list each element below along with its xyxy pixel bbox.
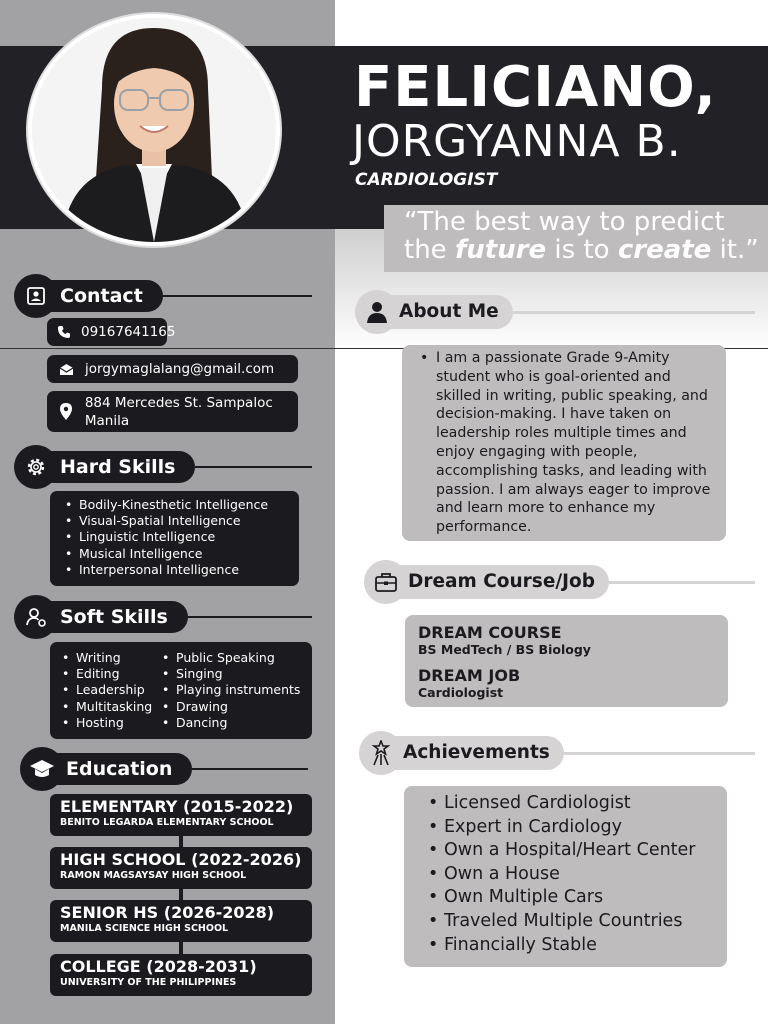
contact-title: Contact bbox=[48, 280, 163, 312]
education-item-high-school bbox=[50, 847, 312, 889]
soft-skills-list bbox=[50, 642, 312, 739]
hard-skill-item: • Interpersonal Intelligence bbox=[63, 562, 299, 578]
gear-icon bbox=[14, 445, 58, 489]
education-item-elementary bbox=[50, 794, 312, 836]
soft-skills-heading bbox=[14, 600, 312, 634]
location-pin-icon bbox=[57, 403, 75, 420]
education-school: RAMON MAGSAYSAY HIGH SCHOOL bbox=[60, 870, 247, 881]
trophy-star-icon bbox=[359, 731, 403, 775]
education-level: HIGH SCHOOL (2022-2026) bbox=[60, 850, 302, 869]
dream-title: Dream Course/Job bbox=[400, 565, 609, 599]
quote-em-future: future bbox=[454, 235, 547, 265]
last-name: FELICIANO, bbox=[354, 55, 717, 120]
contact-heading bbox=[14, 279, 312, 313]
hard-skill-item: • Visual-Spatial Intelligence bbox=[63, 513, 299, 529]
soft-skill-item: • Drawing bbox=[160, 699, 310, 715]
hard-skill-item: • Bodily-Kinesthetic Intelligence bbox=[63, 497, 299, 513]
dream-box bbox=[405, 615, 728, 707]
hard-skill-item: • Linguistic Intelligence bbox=[63, 529, 299, 545]
address-value: 884 Mercedes St. Sampaloc Manila bbox=[84, 394, 273, 429]
soft-skill-item: • Singing bbox=[160, 666, 310, 682]
soft-skill-item: • Public Speaking bbox=[160, 650, 310, 666]
achievement-item: • Own Multiple Cars bbox=[426, 886, 727, 910]
education-school: MANILA SCIENCE HIGH SCHOOL bbox=[60, 923, 229, 934]
quote-text-end: it.” bbox=[711, 235, 759, 265]
phone-value: 09167641165 bbox=[81, 324, 176, 340]
soft-skill-item: • Playing instruments bbox=[160, 682, 310, 698]
achievement-item: • Own a Hospital/Heart Center bbox=[426, 839, 727, 863]
user-icon bbox=[355, 290, 399, 334]
graduation-cap-icon bbox=[20, 747, 64, 791]
achievement-item: • Licensed Cardiologist bbox=[426, 792, 727, 816]
person-gear-icon bbox=[14, 595, 58, 639]
soft-skills-title: Soft Skills bbox=[48, 601, 188, 633]
soft-skill-item: • Editing bbox=[60, 666, 160, 682]
briefcase-icon bbox=[364, 560, 408, 604]
education-school: BENITO LEGARDA ELEMENTARY SCHOOL bbox=[60, 817, 274, 828]
first-name: JORGYANNA B. bbox=[352, 116, 682, 167]
hard-skills-heading bbox=[14, 450, 312, 484]
hard-skill-item: • Musical Intelligence bbox=[63, 546, 299, 562]
soft-skill-item: • Hosting bbox=[60, 715, 160, 731]
contact-address[interactable] bbox=[47, 391, 298, 432]
dream-job-value: Cardiologist bbox=[418, 685, 504, 700]
education-item-college bbox=[50, 954, 312, 996]
quote-text-mid: is to bbox=[546, 235, 618, 265]
achievements-box bbox=[404, 786, 727, 967]
dream-course-label: DREAM COURSE bbox=[418, 623, 562, 642]
profile-photo bbox=[28, 14, 280, 246]
hard-skills-list bbox=[50, 491, 299, 586]
education-school: UNIVERSITY OF THE PHILIPPINES bbox=[60, 977, 237, 988]
achievements-heading bbox=[359, 733, 755, 773]
dream-course-value: BS MedTech / BS Biology bbox=[418, 642, 591, 657]
contact-phone[interactable] bbox=[47, 318, 176, 346]
achievements-title: Achievements bbox=[395, 736, 564, 770]
achievement-item: • Expert in Cardiology bbox=[426, 816, 727, 840]
quote-box bbox=[384, 205, 768, 272]
achievement-item: • Traveled Multiple Countries bbox=[426, 910, 727, 934]
education-item-senior-hs bbox=[50, 900, 312, 942]
email-icon bbox=[57, 363, 75, 376]
education-level: COLLEGE (2028-2031) bbox=[60, 957, 257, 976]
about-box bbox=[402, 345, 726, 541]
achievement-item: • Own a House bbox=[426, 863, 727, 887]
quote-em-create: create bbox=[617, 235, 712, 265]
education-level: SENIOR HS (2026-2028) bbox=[60, 903, 275, 922]
dream-heading bbox=[364, 562, 755, 602]
achievement-item: • Financially Stable bbox=[426, 934, 727, 958]
dream-job-label: DREAM JOB bbox=[418, 666, 521, 685]
soft-skill-item: • Dancing bbox=[160, 715, 310, 731]
about-text: • I am a passionate Grade 9-Amity student who is goal-oriented and skilled in writing, public speaking, and decision-making. I have taken on leadership roles multiple times and enjoy engaging with people, accomplishing tasks, and leading with passion. I am always eager to improve and learn more to enhance my performance. bbox=[416, 349, 718, 537]
soft-skill-item: • Multitasking bbox=[60, 699, 160, 715]
education-heading bbox=[20, 752, 308, 786]
education-level: ELEMENTARY (2015-2022) bbox=[60, 797, 294, 816]
quote-text-start: “The best way to predict the bbox=[404, 207, 725, 265]
phone-icon bbox=[57, 325, 71, 339]
education-title: Education bbox=[54, 753, 192, 785]
soft-skill-item: • Leadership bbox=[60, 682, 160, 698]
hard-skills-title: Hard Skills bbox=[48, 451, 195, 483]
email-value: jorgymaglalang@gmail.com bbox=[85, 361, 275, 377]
contact-card-icon bbox=[14, 274, 58, 318]
about-heading bbox=[355, 292, 755, 332]
about-title: About Me bbox=[391, 295, 513, 329]
role-title: CARDIOLOGIST bbox=[355, 170, 498, 190]
contact-email[interactable] bbox=[47, 355, 298, 383]
soft-skill-item: • Writing bbox=[60, 650, 160, 666]
